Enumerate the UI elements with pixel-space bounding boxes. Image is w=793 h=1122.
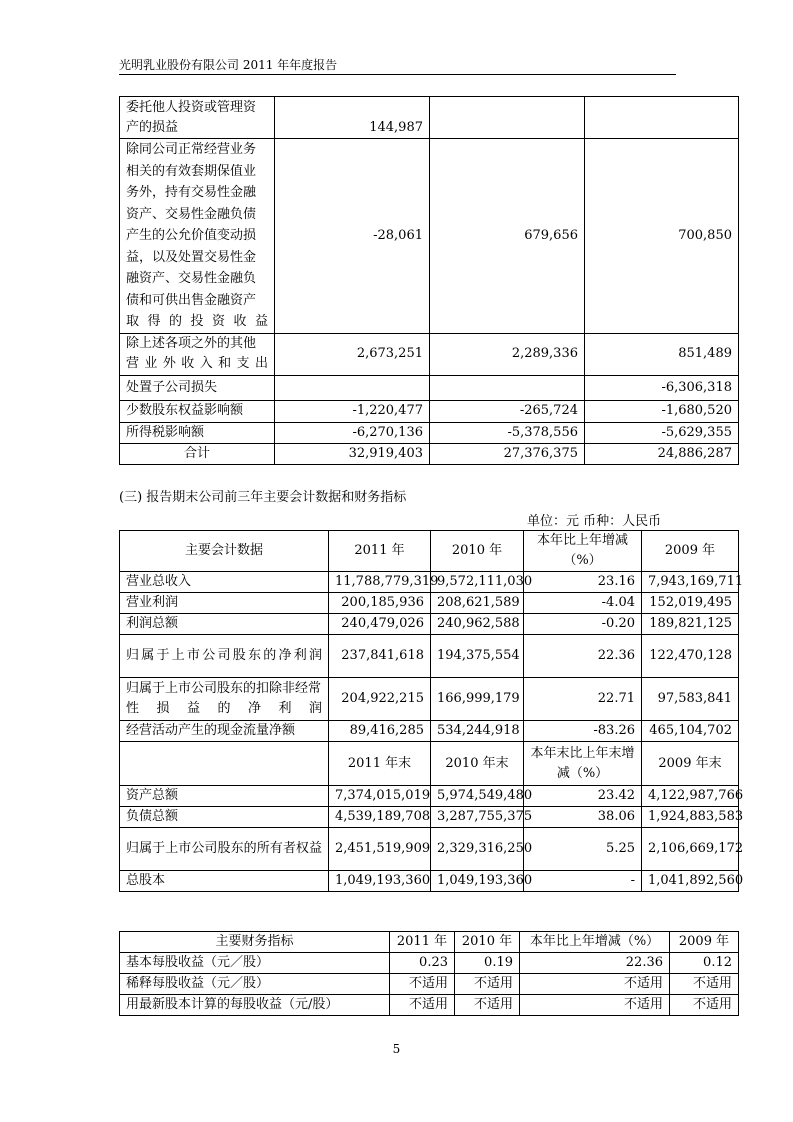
value-2009: 不适用 (670, 974, 739, 995)
row-label: 委托他人投资或管理资产的损益 (120, 97, 275, 139)
row-label: 除上述各项之外的其他营业外收入和支出 (120, 333, 275, 375)
header-cell: 本年比上年增减（%） (520, 932, 670, 953)
header-cell: 2010 年 (431, 531, 524, 572)
table-row (120, 400, 739, 422)
value-2011: 200,185,936 (329, 593, 431, 614)
value-2011: 不适用 (390, 974, 455, 995)
change-pct: 22.71 (524, 678, 642, 721)
value-2010: 1,049,193,360 (431, 871, 524, 892)
table-header-row (120, 531, 739, 572)
value-2009: 122,470,128 (642, 635, 739, 678)
table-row (120, 786, 739, 807)
value-2010: 194,375,554 (431, 635, 524, 678)
value-2009: 152,019,495 (642, 593, 739, 614)
header-cell-empty (120, 742, 329, 786)
value-2010: 2,289,336 (430, 333, 585, 375)
value-2011: -6,270,136 (275, 422, 430, 443)
row-label: 稀释每股收益（元／股） (120, 974, 390, 995)
table-row-total (120, 443, 739, 464)
table-row (120, 635, 739, 678)
table-row (120, 974, 739, 995)
table-subheader-row (120, 742, 739, 786)
value-2009: 不适用 (670, 995, 739, 1016)
table-header-row (120, 932, 739, 953)
header-cell: 主要财务指标 (120, 932, 390, 953)
table-row (120, 807, 739, 828)
row-label: 归属于上市公司股东的净利润 (120, 635, 329, 678)
header-rule (119, 74, 676, 75)
value-2011: 32,919,403 (275, 443, 430, 464)
table-row (120, 614, 739, 635)
table-row (120, 139, 739, 334)
key-financial-indicators-table (119, 931, 739, 1016)
value-2010: 679,656 (430, 139, 585, 334)
row-label: 营业总收入 (120, 572, 329, 593)
value-2011: 89,416,285 (329, 721, 431, 742)
change-pct: -0.20 (524, 614, 642, 635)
non-recurring-items-table (119, 96, 739, 465)
table-row (120, 995, 739, 1016)
value-2009: 700,850 (585, 139, 739, 334)
value-2010: 166,999,179 (431, 678, 524, 721)
header-cell: 2009 年末 (642, 742, 739, 786)
value-2010: 不适用 (455, 995, 520, 1016)
row-label: 用最新股本计算的每股收益（元/股） (120, 995, 390, 1016)
table-row (120, 572, 739, 593)
section-title: (三) 报告期末公司前三年主要会计数据和财务指标 (119, 490, 407, 505)
row-label: 利润总额 (120, 614, 329, 635)
value-2009: 851,489 (585, 333, 739, 375)
value-2010: 2,329,316,250 (431, 828, 524, 871)
value-2009: 7,943,169,711 (642, 572, 739, 593)
key-accounting-data-table (119, 530, 744, 892)
value-2010: 0.19 (455, 953, 520, 974)
row-label: 总股本 (120, 871, 329, 892)
value-2010: -5,378,556 (430, 422, 585, 443)
header-cell: 2010 年末 (431, 742, 524, 786)
value-2009: 0.12 (670, 953, 739, 974)
value-2011: 2,673,251 (275, 333, 430, 375)
value-2010: 240,962,588 (431, 614, 524, 635)
header-cell: 2009 年 (670, 932, 739, 953)
row-label: 所得税影响额 (120, 422, 275, 443)
value-2010 (430, 375, 585, 400)
value-2011: 7,374,015,019 (329, 786, 431, 807)
change-pct: 5.25 (524, 828, 642, 871)
value-2010: 27,376,375 (430, 443, 585, 464)
value-2011: 237,841,618 (329, 635, 431, 678)
table-row (120, 422, 739, 443)
header-cell: 2011 年 (390, 932, 455, 953)
value-2009: 1,041,892,560 (642, 871, 739, 892)
row-label: 归属于上市公司股东的扣除非经常性损益的净利润 (120, 678, 329, 721)
value-2009: 465,104,702 (642, 721, 739, 742)
row-label: 处置子公司损失 (120, 375, 275, 400)
row-label: 基本每股收益（元／股） (120, 953, 390, 974)
change-pct: 22.36 (520, 953, 670, 974)
value-2010: 3,287,755,375 (431, 807, 524, 828)
change-pct: 不适用 (520, 974, 670, 995)
header-cell: 2011 年末 (329, 742, 431, 786)
change-pct: -83.26 (524, 721, 642, 742)
value-2009: 189,821,125 (642, 614, 739, 635)
header-cell: 2009 年 (642, 531, 739, 572)
change-pct: - (524, 871, 642, 892)
value-2011: 4,539,189,708 (329, 807, 431, 828)
table-row (120, 871, 739, 892)
value-2010: -265,724 (430, 400, 585, 422)
table-row (120, 333, 739, 375)
table-row (120, 375, 739, 400)
report-header: 光明乳业股份有限公司 2011 年年度报告 (119, 58, 338, 72)
value-2011: 2,451,519,909 (329, 828, 431, 871)
value-2010: 208,621,589 (431, 593, 524, 614)
change-pct: 不适用 (520, 995, 670, 1016)
value-2009: 24,886,287 (585, 443, 739, 464)
value-2010: 5,974,549,480 (431, 786, 524, 807)
value-2011: 1,049,193,360 (329, 871, 431, 892)
table-row (120, 721, 739, 742)
value-2010: 534,244,918 (431, 721, 524, 742)
value-2011: 144,987 (275, 97, 430, 139)
row-label: 资产总额 (120, 786, 329, 807)
value-2011: 240,479,026 (329, 614, 431, 635)
value-2009: -5,629,355 (585, 422, 739, 443)
header-cell: 本年末比上年末增减（%） (524, 742, 642, 786)
value-2009: -1,680,520 (585, 400, 739, 422)
header-cell: 主要会计数据 (120, 531, 329, 572)
page-number: 5 (392, 1042, 401, 1056)
unit-currency-note: 单位：元 币种：人民币 (527, 514, 662, 529)
value-2009 (585, 97, 739, 139)
row-label: 归属于上市公司股东的所有者权益 (120, 828, 329, 871)
header-cell: 2011 年 (329, 531, 431, 572)
value-2011: 不适用 (390, 995, 455, 1016)
value-2009: 4,122,987,766 (642, 786, 739, 807)
value-2011: 0.23 (390, 953, 455, 974)
value-2009: -6,306,318 (585, 375, 739, 400)
value-2009: 1,924,883,583 (642, 807, 739, 828)
table-row (120, 97, 739, 139)
row-label: 除同公司正常经营业务相关的有效套期保值业务外，持有交易性金融资产、交易性金融负债产生的公允价值变动损益，以及处置交易性金融资产、交易性金融负债和可供出售金融资产取得的投资收益 (120, 139, 275, 334)
change-pct: -4.04 (524, 593, 642, 614)
change-pct: 38.06 (524, 807, 642, 828)
change-pct: 23.16 (524, 572, 642, 593)
value-2011 (275, 375, 430, 400)
header-cell: 2010 年 (455, 932, 520, 953)
value-2010: 9,572,111,030 (431, 572, 524, 593)
table-row (120, 678, 739, 721)
table-row (120, 953, 739, 974)
value-2010 (430, 97, 585, 139)
value-2010: 不适用 (455, 974, 520, 995)
change-pct: 22.36 (524, 635, 642, 678)
value-2011: -28,061 (275, 139, 430, 334)
table-row (120, 828, 739, 871)
value-2009: 97,583,841 (642, 678, 739, 721)
value-2009: 2,106,669,172 (642, 828, 739, 871)
row-label: 营业利润 (120, 593, 329, 614)
value-2011: -1,220,477 (275, 400, 430, 422)
change-pct: 23.42 (524, 786, 642, 807)
table-row (120, 593, 739, 614)
row-label: 经营活动产生的现金流量净额 (120, 721, 329, 742)
row-label: 少数股东权益影响额 (120, 400, 275, 422)
header-cell: 本年比上年增减（%） (524, 531, 642, 572)
value-2011: 204,922,215 (329, 678, 431, 721)
value-2011: 11,788,779,319 (329, 572, 431, 593)
row-label: 负债总额 (120, 807, 329, 828)
row-label: 合计 (120, 443, 275, 464)
